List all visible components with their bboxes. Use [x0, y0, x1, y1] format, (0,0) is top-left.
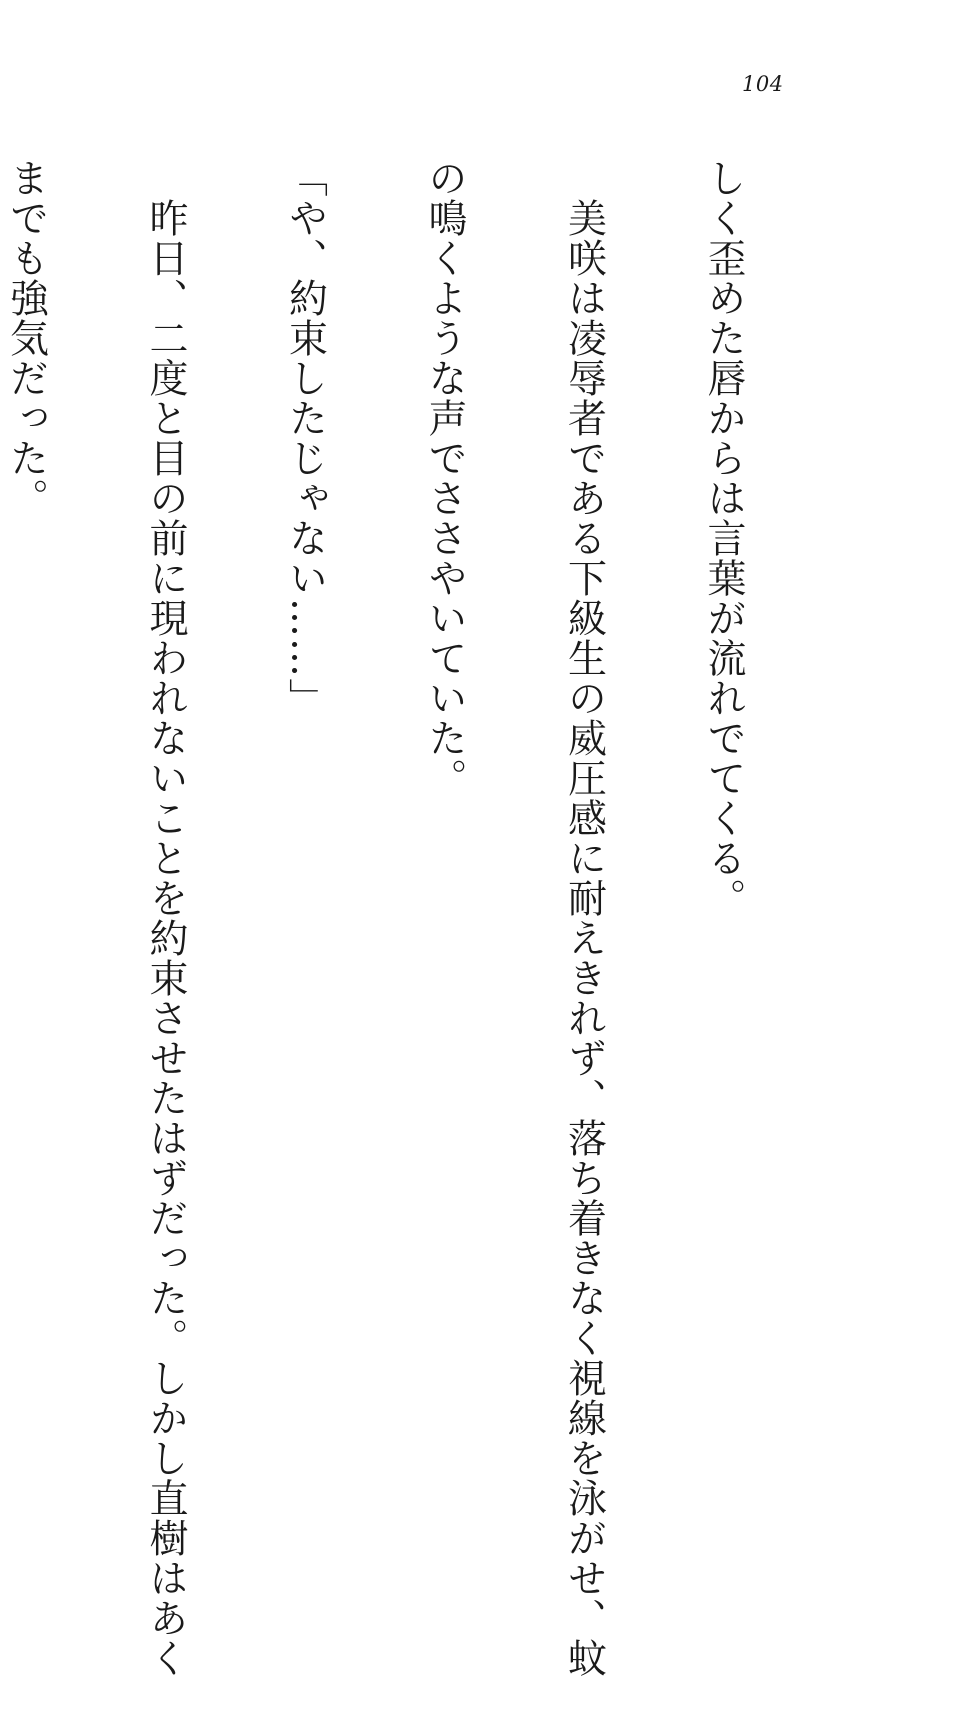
text-line: の鳴くような声でささやいていた。 — [422, 158, 467, 798]
page-number: 104 — [742, 72, 784, 96]
text-line: 「や、約束したじゃない……」 — [282, 158, 328, 718]
body-text — [0, 158, 839, 1678]
text-line: しく歪めた唇からは言葉が流れでてくる。 — [701, 158, 746, 918]
text-line: 昨日、二度と目の前に現われないことを約束させたはずだった。しかし直樹はあく — [143, 158, 188, 1678]
text-line: 美咲は凌辱者である下級生の威圧感に耐えきれず、落ち着きなく視線を泳がせ、蚊 — [561, 158, 607, 1678]
text-line: までも強気だった。 — [3, 158, 49, 518]
